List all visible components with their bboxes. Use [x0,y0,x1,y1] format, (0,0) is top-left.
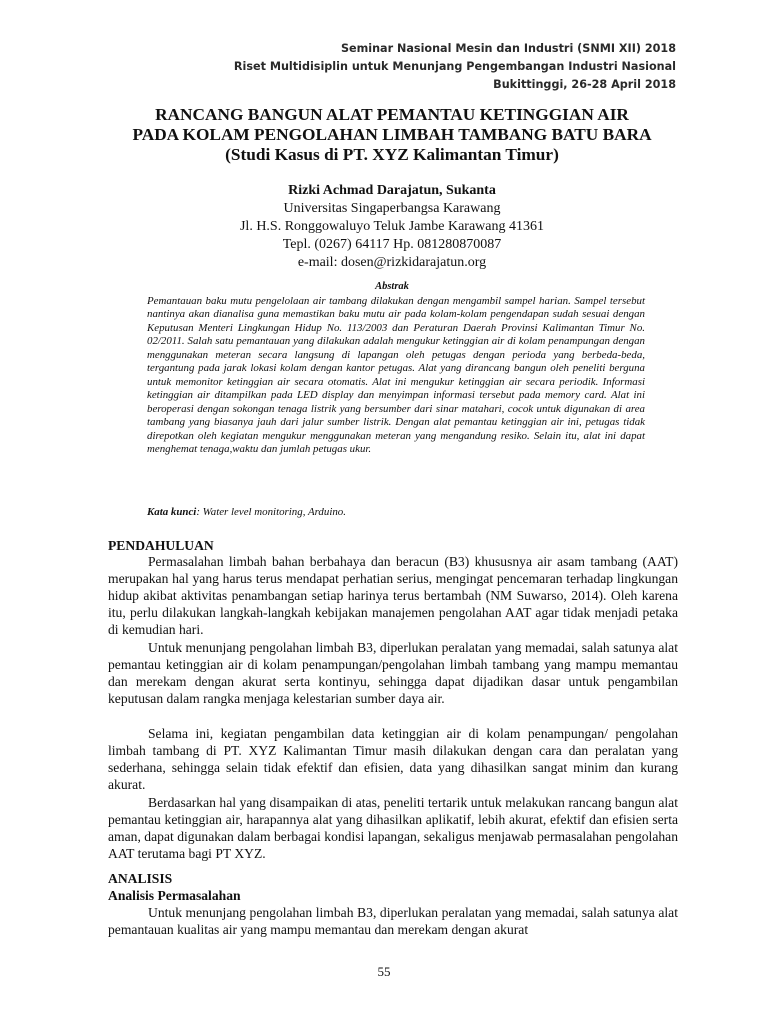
abstract-text: Pemantauan baku mutu pengelolaan air tambang dilakukan dengan mengambil sampel harian. Sampel tersebut nantinya akan dianalisa guna memastikan baku mutu air pada kolam-kolam pengendapan sudah sesuai dengan Keputusan Menteri Lingkungan Hidup No. 113/2003 dan Peraturan Daerah Provinsi Kalimantan Timur No. 02/2011. Salah satu pemantauan yang dilakukan adalah mengukur ketinggian air di kolam penampungan dengan menggunakan meteran secara langsung di lapangan oleh petugas dengan perioda yang berbeda-beda, tergantung pada jarak lokasi kolam dengan kantor petugas. Alat yang dirancang bangun oleh peneliti berguna untuk memonitor ketinggian air secara otomatis. Alat ini mengukur ketinggian air secara periodik. Informasi ketinggian air ditampilkan pada LED display dan menyimpan informasi tersebut pada memory card. Alat ini beroperasi dengan sokongan tenaga listrik yang bersumber dari sinar matahari, cocok untuk digunakan di area tambang yang biasanya jauh dari jalur sumber listrik. Dengan alat pemantau ketinggian air ini, petugas tidak direpotkan oleh kegiatan mengukur menggunakan meteran yang mengandung resiko. Selain itu, alat ini dapat menghemat tenaga,waktu dan jumlah petugas ukur. [147,295,645,455]
analysis-paragraph-1: Untuk menunjang pengolahan limbah B3, diperlukan peralatan yang memadai, salah satunya alat pemantauan kualitas air yang mampu memantau dan merekam dengan akurat [108,905,678,938]
intro-paragraph-1: Permasalahan limbah bahan berbahaya dan beracun (B3) khususnya air asam tambang (AAT) merupakan hal yang harus terus mendapat perhatian serius, mengingat pencemaran terhadap lingkungan hidup akibat aktivitas penambangan setiap harinya terus bertambah (NM Suwarso, 2014). Oleh karena itu, perlu dilakukan langkah-langkah kebijakan manajemen pengolahan AAT agar tidak menjadi petaka di kemudian hari. [108,554,678,638]
conference-name: Seminar Nasional Mesin dan Industri (SNMI XII) 2018 [340,42,676,55]
section-heading-pendahuluan: PENDAHULUAN [108,538,214,553]
title-line-3: (Studi Kasus di PT. XYZ Kalimantan Timur) [225,145,559,164]
conference-theme: Riset Multidisiplin untuk Menunjang Pengembangan Industri Nasional [233,60,676,73]
page-number: 55 [377,964,391,979]
author-address: Jl. H.S. Ronggowaluyo Teluk Jambe Karawang 41361 [239,219,544,234]
author-block [108,182,676,272]
keywords-text: : Water level monitoring, Arduino. [196,506,346,518]
author-email: e-mail: dosen@rizkidarajatun.org [297,255,487,270]
conference-header [116,40,676,94]
author-affiliation: Universitas Singaperbangsa Karawang [283,201,501,216]
author-phone: Tepl. (0267) 64117 Hp. 081280870087 [282,237,502,252]
intro-paragraph-2: Untuk menunjang pengolahan limbah B3, diperlukan peralatan yang memadai, salah satunya alat pemantau ketinggian air di kolam penampungan/pengolahan limbah tambang yang mampu memantau dan merekam dengan akurat serta kontinyu, sehingga dapat dijadikan dasar untuk pengambilan keputusan dalam rangka menjaga kelestarian sumber daya air. [108,640,678,707]
section-heading-analisis: ANALISIS [108,871,173,886]
keywords-label: Kata kunci [147,506,197,518]
title-line-2: PADA KOLAM PENGOLAHAN LIMBAH TAMBANG BATU BARA [132,125,652,144]
paper-title [108,105,676,165]
subsection-heading-analisis-permasalahan: Analisis Permasalahan [108,888,241,903]
abstract-heading: Abstrak [375,281,409,292]
intro-paragraph-4: Berdasarkan hal yang disampaikan di atas, peneliti tertarik untuk melakukan rancang bangun alat pemantau ketinggian air, harapannya alat yang dihasilkan aplikatif, lebih akurat, efektif dan efisien serta aman, dapat digunakan dalam berbagai kondisi lapangan, sekaligus menjawab permasalahan pengolahan AAT terutama bagi PT XYZ. [108,795,678,862]
keywords [147,505,645,519]
author-names: Rizki Achmad Darajatun, Sukanta [288,183,496,198]
conference-location-date: Bukittinggi, 26-28 April 2018 [493,78,676,91]
intro-paragraph-3: Selama ini, kegiatan pengambilan data ketinggian air di kolam penampungan/ pengolahan limbah tambang di PT. XYZ Kalimantan Timur masih dilakukan dengan cara dan peralatan yang sederhana, sehingga selain tidak efektif dan efisien, data yang dihasilkan sangat minim dan kurang akurat. [108,726,678,793]
title-line-1: RANCANG BANGUN ALAT PEMANTAU KETINGGIAN AIR [155,105,629,124]
